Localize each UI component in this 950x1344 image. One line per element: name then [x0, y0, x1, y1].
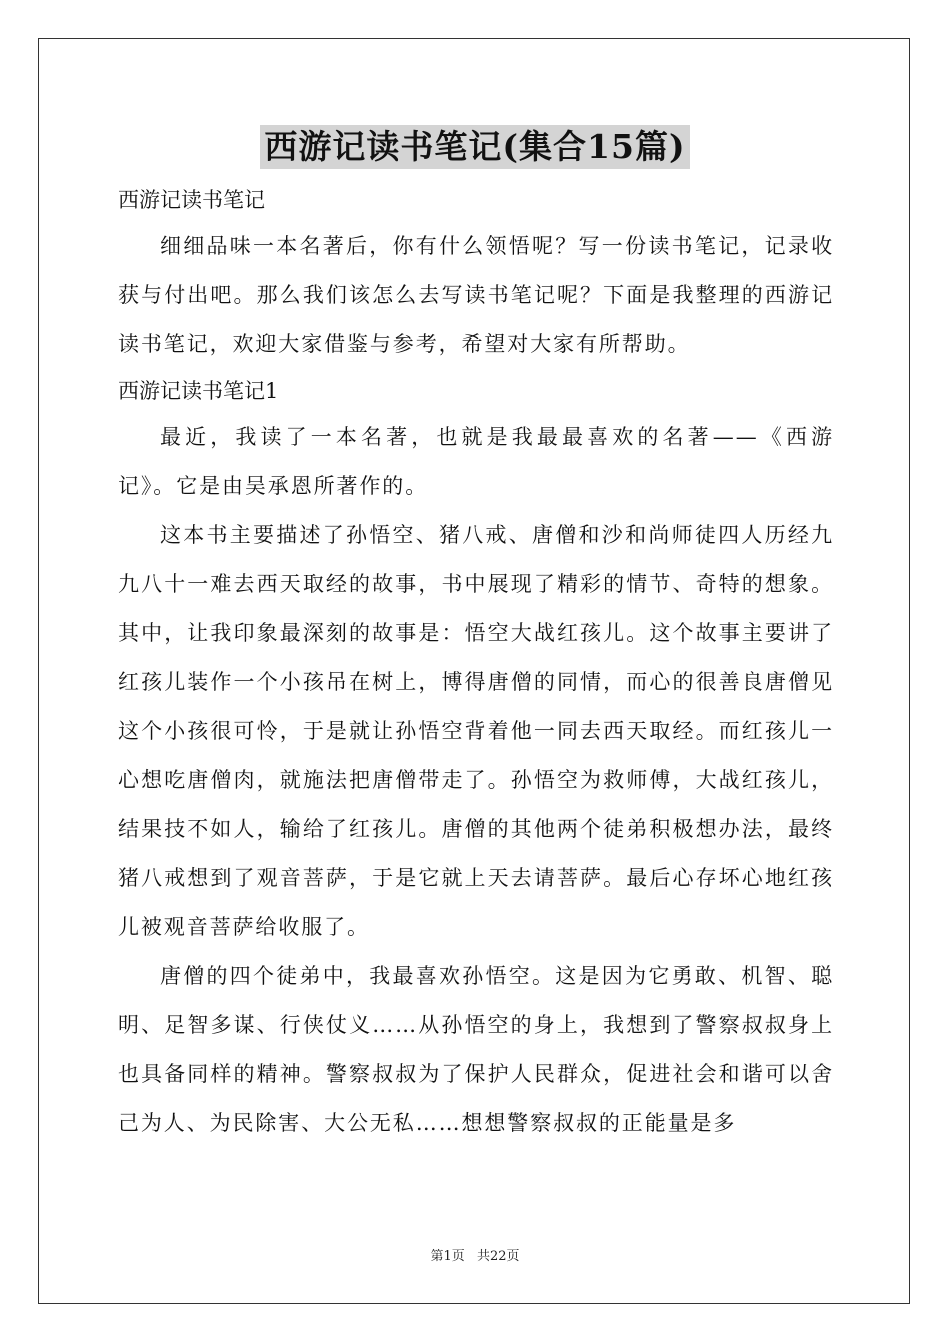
body-paragraph: 唐僧的四个徒弟中，我最喜欢孙悟空。这是因为它勇敢、机智、聪明、足智多谋、行侠仗义……从孙悟空的身上，我想到了警察叔叔身上也具备同样的精神。警察叔叔为了保护人民群众，促进社会和谐可以舍己为人、为民除害、大公无私……想想警察叔叔的正能量是多: [118, 964, 834, 1135]
total-pages: 共22页: [476, 1249, 520, 1264]
body-paragraph: 最近，我读了一本名著，也就是我最最喜欢的名著——《西游记》。它是由吴承恩所著作的。: [118, 425, 834, 498]
title-container: [0, 125, 950, 169]
document-body: [118, 178, 834, 1148]
body-paragraph: 这本书主要描述了孙悟空、猪八戒、唐僧和沙和尚师徒四人历经九九八十一难去西天取经的故事，书中展现了精彩的情节、奇特的想象。其中，让我印象最深刻的故事是：悟空大战红孩儿。这个故事主要讲了红孩儿装作一个小孩吊在树上，博得唐僧的同情，而心的很善良唐僧见这个小孩很可怜，于是就让孙悟空背着他一同去西天取经。而红孩儿一心想吃唐僧肉，就施法把唐僧带走了。孙悟空为救师傅，大战红孩儿，结果技不如人，输给了红孩儿。唐僧的其他两个徒弟积极想办法，最终猪八戒想到了观音菩萨，于是它就上天去请菩萨。最后心存坏心地红孩儿被观音菩萨给收服了。: [118, 523, 834, 939]
intro-paragraph: 细细品味一本名著后，你有什么领悟呢？写一份读书笔记，记录收获与付出吧。那么我们该怎么去写读书笔记呢？下面是我整理的西游记读书笔记，欢迎大家借鉴与参考，希望对大家有所帮助。: [118, 234, 834, 356]
page-footer: [0, 1245, 950, 1264]
document-title: 西游记读书笔记(集合15篇): [260, 125, 689, 169]
section-heading: 西游记读书笔记1: [118, 379, 279, 403]
subtitle-heading: 西游记读书笔记: [118, 188, 265, 212]
page-number: 第1页: [430, 1249, 465, 1264]
